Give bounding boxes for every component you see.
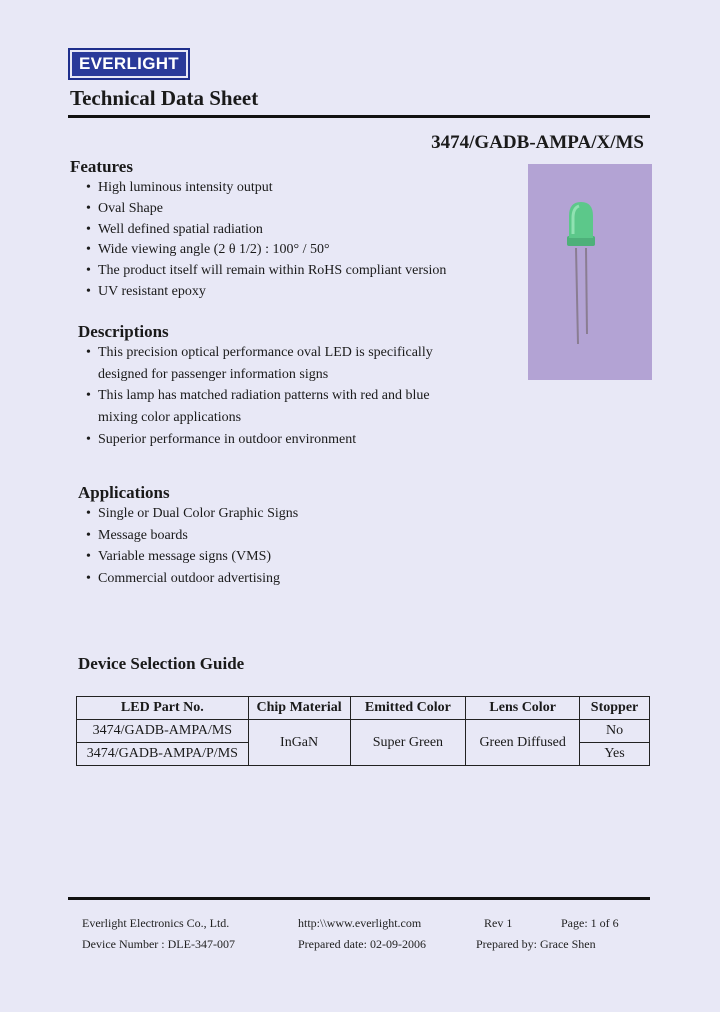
column-header: Emitted Color bbox=[350, 697, 466, 720]
document-title: Technical Data Sheet bbox=[70, 86, 259, 110]
applications-list bbox=[86, 503, 526, 590]
everlight-logo bbox=[68, 48, 190, 80]
lens-color-cell: Green Diffused bbox=[466, 720, 580, 766]
list-item: • Single or Dual Color Graphic Signs bbox=[86, 503, 526, 525]
footer-website[interactable]: http:\\www.everlight.com bbox=[298, 916, 422, 930]
emitted-color-cell: Super Green bbox=[350, 720, 466, 766]
list-item-continuation: mixing color applications bbox=[98, 410, 242, 426]
list-item: • Message boards bbox=[86, 525, 526, 547]
chip-material-cell: InGaN bbox=[248, 720, 350, 766]
footer-prepared-by: Prepared by: Grace Shen bbox=[476, 937, 596, 951]
list-item: • The product itself will remain within RoHS compliant version bbox=[86, 261, 526, 282]
list-item-continuation: designed for passenger information signs bbox=[98, 366, 329, 382]
applications-heading: Applications bbox=[78, 483, 170, 502]
table-header-row bbox=[77, 697, 650, 720]
footer-prepared-date: Prepared date: 02-09-2006 bbox=[298, 937, 426, 951]
list-item: • This precision optical performance oval LED is specifically bbox=[86, 342, 526, 364]
logo-text: EVERLIGHT bbox=[72, 52, 186, 76]
footer-rev: Rev 1 bbox=[484, 916, 513, 930]
list-item: • UV resistant epoxy bbox=[86, 282, 526, 303]
stopper-cell: No bbox=[580, 720, 650, 743]
list-item: • Wide viewing angle (2 θ 1/2) : 100° / 50° bbox=[86, 240, 526, 261]
features-heading: Features bbox=[70, 157, 133, 176]
list-item: • Well defined spatial radiation bbox=[86, 220, 526, 241]
device-selection-table bbox=[76, 696, 650, 766]
column-header: Chip Material bbox=[248, 697, 350, 720]
header-rule bbox=[68, 115, 650, 118]
selection-guide-heading: Device Selection Guide bbox=[78, 654, 245, 673]
list-item: • Oval Shape bbox=[86, 199, 526, 220]
part-number-cell: 3474/GADB-AMPA/MS bbox=[77, 720, 249, 743]
list-item: • Variable message signs (VMS) bbox=[86, 546, 526, 568]
list-item: • Superior performance in outdoor environment bbox=[86, 429, 526, 451]
list-item: • High luminous intensity output bbox=[86, 178, 526, 199]
features-list bbox=[86, 178, 526, 303]
column-header: Lens Color bbox=[466, 697, 580, 720]
list-item: • This lamp has matched radiation patterns with red and blue bbox=[86, 385, 526, 407]
footer-device-number: Device Number : DLE-347-007 bbox=[82, 937, 235, 951]
part-number-cell: 3474/GADB-AMPA/P/MS bbox=[77, 743, 249, 766]
part-number-title: 3474/GADB-AMPA/X/MS bbox=[431, 132, 644, 153]
footer-rule bbox=[68, 897, 650, 900]
led-illustration bbox=[528, 164, 652, 380]
descriptions-list bbox=[86, 342, 526, 451]
stopper-cell: Yes bbox=[580, 743, 650, 766]
footer-page: Page: 1 of 6 bbox=[561, 916, 619, 930]
led-product-photo bbox=[528, 164, 652, 380]
column-header: Stopper bbox=[580, 697, 650, 720]
column-header: LED Part No. bbox=[77, 697, 249, 720]
table-row bbox=[77, 720, 650, 743]
descriptions-heading: Descriptions bbox=[78, 322, 169, 341]
list-item: • Commercial outdoor advertising bbox=[86, 568, 526, 590]
footer-company: Everlight Electronics Co., Ltd. bbox=[82, 916, 230, 930]
